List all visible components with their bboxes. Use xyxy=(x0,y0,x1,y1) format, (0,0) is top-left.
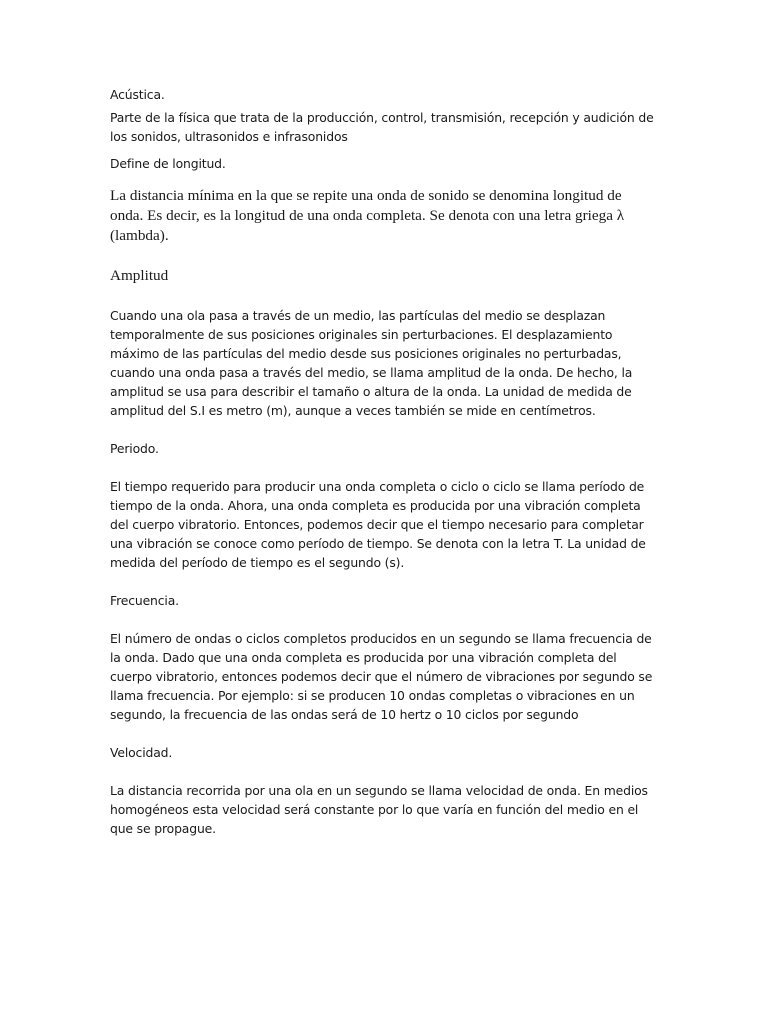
wavelength-question: Define de longitud. xyxy=(110,156,226,171)
velocity-heading: Velocidad. xyxy=(110,745,173,760)
document-body xyxy=(110,85,655,838)
document-title: Acústica. xyxy=(110,87,165,102)
frequency-heading: Frecuencia. xyxy=(110,593,179,608)
amplitude-text: Cuando una ola pasa a través de un medio, las partículas del medio se desplazan temporalmente de sus posiciones originales sin perturbaciones. El desplazamiento máximo de las partículas del medio desde sus posiciones originales no perturbadas, cuando una onda pasa a través del medio, se llama amplitud de la onda. De hecho, la amplitud se usa para describir el tamaño o altura de la onda. La unidad de medida de amplitud del S.I es metro (m), aunque a veces también se mide en centímetros. xyxy=(110,308,633,418)
amplitude-heading: Amplitud xyxy=(110,267,169,284)
velocity-text: La distancia recorrida por una ola en un segundo se llama velocidad de onda. En medios homogéneos esta velocidad será constante por lo que varía en función del medio en el que se propague. xyxy=(110,783,648,836)
wavelength-answer: La distancia mínima en la que se repite una onda de sonido se denomina longitud de onda. Es decir, es la longitud de una onda completa. Se denota con una letra griega λ (lambda). xyxy=(110,187,625,244)
period-text: El tiempo requerido para producir una onda completa o ciclo o ciclo se llama período de tiempo de la onda. Ahora, una onda completa es producida por una vibración completa del cuerpo vibratorio. Entonces, podemos decir que el tiempo necesario para completar una vibración se conoce como período de tiempo. Se denota con la letra T. La unidad de medida del período de tiempo es el segundo (s). xyxy=(110,479,646,570)
acoustics-definition: Parte de la física que trata de la producción, control, transmisión, recepción y audición de los sonidos, ultrasonidos e infrasonidos xyxy=(110,110,654,144)
frequency-text: El número de ondas o ciclos completos producidos en un segundo se llama frecuencia de la onda. Dado que una onda completa es producida por una vibración completa del cuerpo vibratorio, entonces podemos decir que el número de vibraciones por segundo se llama frecuencia. Por ejemplo: si se producen 10 ondas completas o vibraciones en un segundo, la frecuencia de las ondas será de 10 hertz o 10 ciclos por segundo xyxy=(110,631,653,722)
period-heading: Periodo. xyxy=(110,441,159,456)
